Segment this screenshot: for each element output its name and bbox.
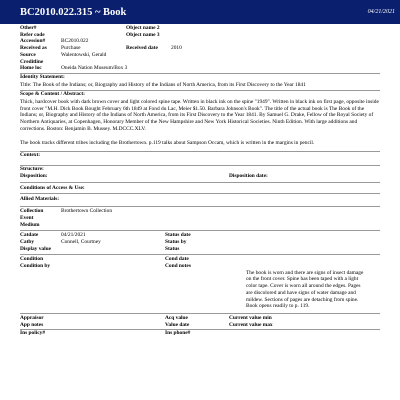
allied-heading: Allied Materials:: [20, 196, 60, 203]
condition-label: Condition: [20, 256, 44, 263]
field-row: [20, 32, 380, 39]
creditline-label: Creditline: [20, 58, 44, 65]
disposition-label: Disposition:: [20, 173, 48, 180]
disposition-row: [20, 173, 380, 180]
current-value-min-label: Current value min: [229, 314, 272, 321]
report-header: [0, 0, 400, 24]
report-body: [0, 24, 400, 337]
value-date-label: Value date: [165, 321, 190, 328]
medium-label: Medium: [20, 221, 40, 228]
object-name2-label: Object name 2: [126, 25, 160, 31]
field-row: [20, 263, 380, 270]
field-row: [20, 59, 380, 66]
received-date-label: Received date: [126, 45, 158, 52]
other-label: Other#: [20, 25, 37, 31]
identity-title-value: The Book of the Indians; or, Biography and History of the Indians of North America, from its First Discovery to the Year 1841: [32, 81, 306, 88]
condition-by-label: Condition by: [20, 263, 51, 270]
received-date-value: 2010: [171, 45, 182, 52]
acq-value-label: Acq value: [165, 314, 188, 321]
scope-text: Thick, hardcover book with dark brown cover and light colored spine tape. Written in black ink on the spine "1949". Written in black ink on first page, opposite inside front cover "M.H. Dick Book Bought February 6th 1849 at Fond du Lac, Meier $1.50. Barbara Johnson's Book". The title of the actual book is The Book of the Indians; or, Biography and History of the Indians of North America, from its First Discovery to the Year 1841. By Samuel G. Drake, Fellow of the Royal Society of Northern Antiquaries, at Copenhagen, Honorary Member of the New Hampshire and New York Historical Societies. Ninth Edition. With large additions and corrections. Boston: Benjamin B. Mussey. M.DCCC.XLV.: [20, 99, 379, 132]
display-value-label: Display value: [20, 245, 52, 252]
ins-phone-label: Ins phone#: [165, 330, 191, 337]
divider: [20, 206, 380, 207]
refer-code-label: Refer code: [20, 31, 45, 38]
app-notes-label: App notes: [20, 321, 44, 328]
field-row: [20, 239, 380, 246]
record-title: BC2010.022.315 ~ Book: [20, 6, 127, 18]
status-label: Status: [165, 245, 180, 252]
field-row: [20, 208, 380, 215]
disposition-date-label: Disposition date:: [229, 173, 268, 180]
scope-text-2: The book tracks different tribes including the Brothertown. p.119 talks about Sampson Occam, which is written in the margins in pencil.: [20, 140, 315, 147]
appraisor-label: Appraisor: [20, 314, 44, 321]
cond-date-label: Cond date: [165, 256, 189, 263]
identity-title-line: [20, 82, 380, 89]
field-row: [20, 270, 380, 310]
field-row: [20, 52, 380, 59]
home-loc-label: Home loc: [20, 65, 42, 72]
home-loc-value: Oneida Nation Museum/Box 3: [61, 65, 128, 72]
source-label: Source: [20, 51, 36, 58]
catdate-label: Catdate: [20, 232, 39, 239]
field-row: [20, 65, 380, 72]
status-by-label: Status by: [165, 238, 187, 245]
field-row: [20, 322, 380, 329]
divider: [20, 182, 380, 183]
field-row: [20, 45, 380, 52]
catby-value: Connell, Courtney: [61, 238, 101, 245]
collection-label: Collection: [20, 208, 44, 215]
catby-label: Catby: [20, 238, 35, 245]
field-row: [20, 330, 380, 337]
catdate-value: 04/21/2021: [61, 232, 86, 239]
divider: [20, 313, 380, 314]
source-value: Walentowski, Gerald: [61, 51, 107, 58]
identity-heading: Identity Statement:: [20, 73, 65, 80]
context-heading: Context:: [20, 151, 41, 158]
object-name3-label: Object name 3: [126, 31, 160, 38]
field-row: [20, 38, 380, 45]
scope-heading: Scope & Content / Abstract:: [20, 91, 85, 98]
field-row: [20, 232, 380, 239]
status-date-label: Status date: [165, 232, 191, 239]
identity-title-label: Title:: [20, 81, 32, 88]
field-row: [20, 246, 380, 253]
accession-label: Accession#: [20, 38, 46, 45]
current-value-max-label: Current value max: [229, 321, 273, 328]
divider: [20, 193, 380, 194]
divider: [20, 254, 380, 255]
field-row: [20, 25, 380, 32]
report-date: 04/21/2021: [367, 9, 395, 15]
conditions-heading: Conditions of Access & Use:: [20, 184, 85, 191]
collection-value: Brothertown Collection: [61, 208, 113, 215]
cond-notes-label: Cond notes: [165, 263, 191, 270]
field-row: [20, 256, 380, 263]
cond-notes-value: The book is worn and there are signs of insect damage on the front cover. Spine has been taped with a light color tape. Cover is worn all around the edges. Pages are discolored and have signs of water damage and mildew. Sections of pages are detaching from spine. Book opens readily to p. 119.: [246, 269, 364, 310]
field-row: [20, 315, 380, 322]
divider: [20, 230, 380, 231]
ins-policy-label: Ins policy#: [20, 330, 46, 337]
accession-value: BC2010.022: [61, 38, 89, 45]
received-as-label: Received as: [20, 45, 47, 52]
received-as-value: Purchase: [61, 45, 81, 52]
event-label: Event: [20, 214, 34, 221]
structure-label: Structure:: [20, 166, 44, 173]
